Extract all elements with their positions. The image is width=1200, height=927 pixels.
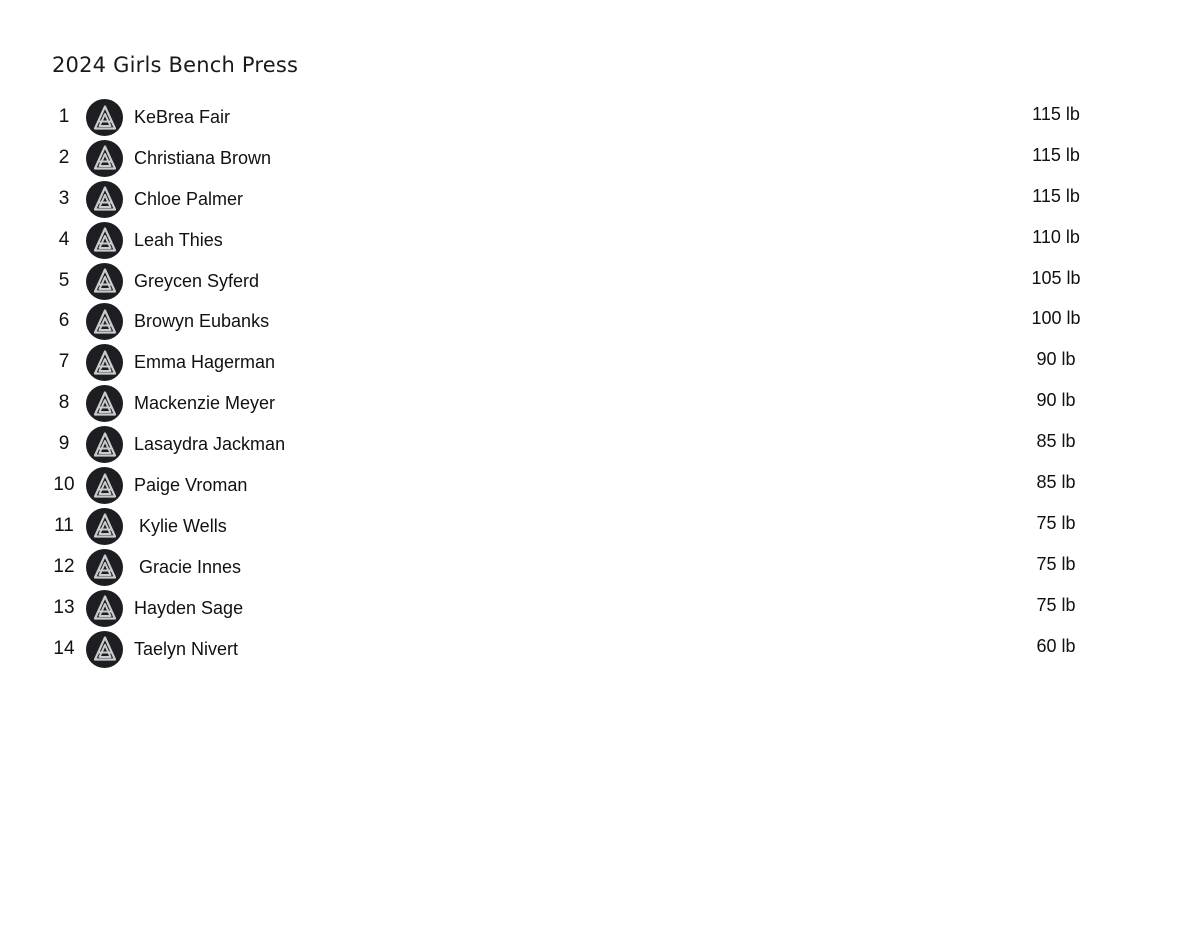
rank-number: 14 xyxy=(53,637,75,659)
brand-logo-icon xyxy=(93,554,117,580)
avatar xyxy=(86,467,123,504)
avatar xyxy=(86,508,123,545)
brand-logo-icon xyxy=(93,350,117,376)
brand-logo-icon xyxy=(93,309,117,335)
athlete-name: Chloe Palmer xyxy=(134,188,244,209)
brand-logo-icon xyxy=(93,268,117,294)
avatar xyxy=(86,99,123,136)
lift-value: 100 lb xyxy=(1031,308,1081,329)
lift-value: 75 lb xyxy=(1036,512,1076,533)
rank-number: 2 xyxy=(58,146,70,168)
avatar xyxy=(86,549,123,586)
rank-number: 10 xyxy=(53,474,75,496)
rank-number: 3 xyxy=(58,187,70,209)
lift-value: 85 lb xyxy=(1036,431,1076,452)
lift-value: 110 lb xyxy=(1032,226,1080,247)
athlete-name: Kylie Wells xyxy=(134,515,227,536)
list-item xyxy=(0,465,1200,506)
list-item xyxy=(0,138,1200,179)
brand-logo-icon xyxy=(93,432,117,458)
lift-value: 75 lb xyxy=(1036,594,1076,615)
athlete-name: Taelyn Nivert xyxy=(134,638,239,659)
rank-number: 7 xyxy=(58,351,70,373)
lift-value: 75 lb xyxy=(1036,553,1076,574)
rank-number: 12 xyxy=(53,555,75,577)
avatar xyxy=(86,222,123,259)
athlete-name: Greycen Syferd xyxy=(134,270,260,291)
athlete-name: Leah Thies xyxy=(134,229,223,250)
athlete-name: KeBrea Fair xyxy=(134,107,231,127)
list-item xyxy=(0,588,1200,629)
list-item xyxy=(0,179,1200,220)
athlete-name: Christiana Brown xyxy=(134,147,272,168)
list-item xyxy=(0,424,1200,465)
lift-value: 115 lb xyxy=(1032,144,1080,165)
list-item xyxy=(0,301,1200,342)
list-item xyxy=(0,547,1200,588)
athlete-name: Hayden Sage xyxy=(134,597,244,618)
list-item xyxy=(0,261,1200,302)
list-item xyxy=(0,506,1200,547)
leaderboard-list xyxy=(0,97,1200,669)
avatar xyxy=(86,385,123,422)
page-title: 2024 Girls Bench Press xyxy=(52,53,299,77)
brand-logo-icon xyxy=(93,473,117,499)
list-item xyxy=(0,97,1200,138)
rank-number: 8 xyxy=(58,392,70,414)
rank-number: 6 xyxy=(58,310,70,332)
lift-value: 105 lb xyxy=(1031,267,1081,288)
avatar xyxy=(86,590,123,627)
avatar xyxy=(86,426,123,463)
avatar xyxy=(86,303,123,340)
athlete-name: Gracie Innes xyxy=(134,556,242,577)
rank-number: 9 xyxy=(58,433,70,455)
rank-number: 4 xyxy=(58,228,70,250)
brand-logo-icon xyxy=(93,391,117,417)
brand-logo-icon xyxy=(93,513,117,539)
avatar xyxy=(86,631,123,668)
list-item xyxy=(0,220,1200,261)
lift-value: 115 lb xyxy=(1032,104,1080,124)
brand-logo-icon xyxy=(93,105,117,131)
rank-number: 11 xyxy=(54,514,74,536)
athlete-name: Browyn Eubanks xyxy=(134,311,270,332)
lift-value: 90 lb xyxy=(1036,349,1076,370)
brand-logo-icon xyxy=(93,636,117,662)
brand-logo-icon xyxy=(93,145,117,171)
avatar xyxy=(86,263,123,300)
list-item xyxy=(0,629,1200,670)
brand-logo-icon xyxy=(93,186,117,212)
brand-logo-icon xyxy=(93,595,117,621)
lift-value: 115 lb xyxy=(1032,185,1080,206)
rank-number: 1 xyxy=(58,106,70,127)
avatar xyxy=(86,344,123,381)
lift-value: 60 lb xyxy=(1036,635,1076,656)
athlete-name: Mackenzie Meyer xyxy=(134,393,276,414)
avatar xyxy=(86,181,123,218)
rank-number: 5 xyxy=(58,269,70,291)
list-item xyxy=(0,342,1200,383)
avatar xyxy=(86,140,123,177)
athlete-name: Lasaydra Jackman xyxy=(134,434,286,455)
brand-logo-icon xyxy=(93,227,117,253)
lift-value: 85 lb xyxy=(1036,472,1076,493)
rank-number: 13 xyxy=(53,596,75,618)
athlete-name: Paige Vroman xyxy=(134,475,248,496)
athlete-name: Emma Hagerman xyxy=(134,352,276,373)
list-item xyxy=(0,383,1200,424)
lift-value: 90 lb xyxy=(1036,390,1076,411)
